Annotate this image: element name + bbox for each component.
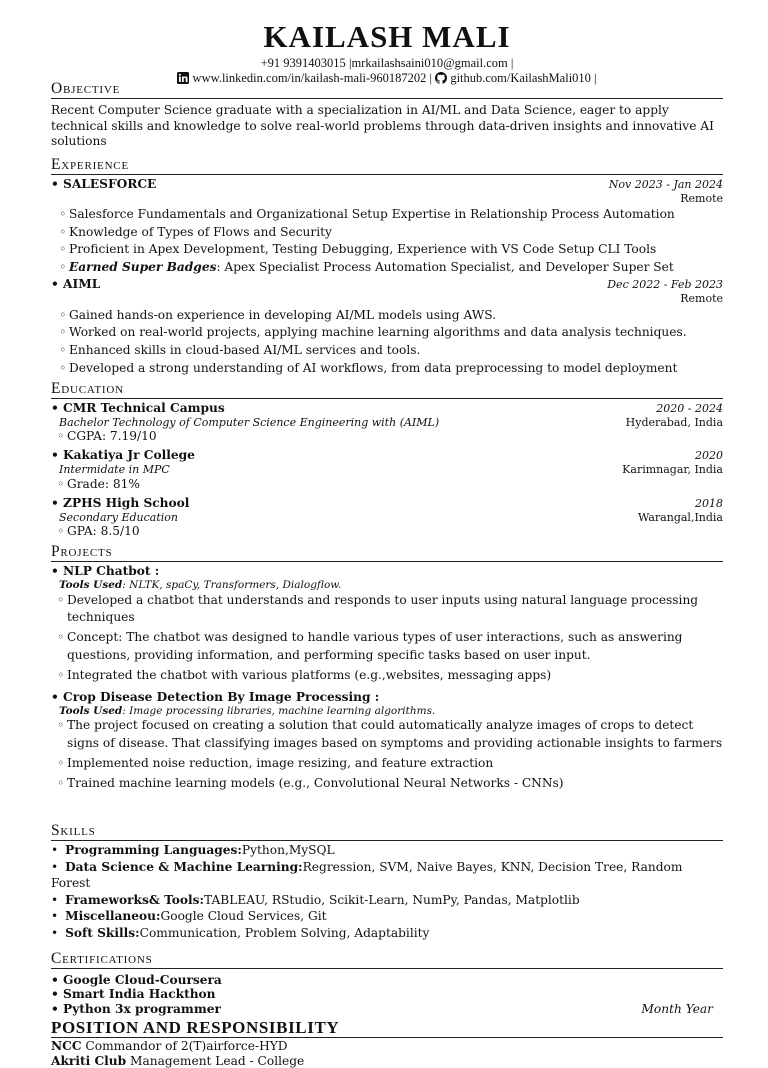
list-item: • Programming Languages:Python,MySQL — [51, 843, 335, 857]
certifications-list — [51, 973, 723, 1017]
section-title-projects: Projects — [51, 542, 723, 562]
experience-entry-salesforce — [51, 177, 723, 277]
experience-date: Nov 2023 - Jan 2024 — [608, 177, 723, 191]
github-link[interactable]: github.com/KailashMali010 — [450, 71, 591, 85]
section-title-education: Education — [51, 379, 723, 399]
experience-org: • SALESFORCE — [51, 176, 157, 191]
resume-name: KAILASH MALI — [263, 19, 511, 54]
list-item: • Data Science & Machine Learning:Regression, SVM, Naive Bayes, KNN, Decision Tree, Random Forest — [51, 859, 683, 891]
degree: Bachelor Technology of Computer Science Engineering with (AIML) — [59, 415, 440, 429]
project-name: • Crop Disease Detection By Image Processing : — [51, 689, 380, 704]
section-title-positions: POSITION AND RESPONSIBILITY — [51, 1018, 723, 1038]
email-link[interactable]: mrkailashsaini010@gmail.com — [351, 56, 508, 70]
contact-line-1: +91 9391403015 |mrkailashsaini010@gmail.com | — [260, 56, 514, 70]
section-title-certifications: Certifications — [51, 949, 723, 969]
linkedin-link[interactable]: www.linkedin.com/in/kailash-mali-960187202 — [192, 71, 427, 85]
positions-list — [51, 1039, 723, 1068]
section-title-experience: Experience — [51, 155, 723, 175]
list-item: ◦ Proficient in Apex Development, Testing Debugging, Experience with VS Code Setup CLI Tools — [61, 241, 723, 259]
experience-points — [51, 307, 723, 377]
list-item: ◦ Integrated the chatbot with various platforms (e.g.,websites, messaging apps) — [59, 667, 723, 685]
education-location: Karimnagar, India — [622, 463, 723, 477]
section-title-skills: Skills — [51, 821, 723, 841]
list-item: • Smart India Hackthon — [51, 987, 216, 1002]
school-name: CMR Technical Campus — [63, 401, 225, 416]
project-name: • NLP Chatbot : — [51, 563, 160, 578]
school-name: ZPHS High School — [63, 495, 190, 510]
month-year: Month Year — [641, 1001, 713, 1016]
list-item: • Miscellaneou:Google Cloud Services, Git — [51, 909, 327, 924]
list-item: ◦ Knowledge of Types of Flows and Security — [61, 224, 723, 242]
project-tools: Tools Used: Image processing libraries, machine learning algorithms. — [59, 704, 436, 717]
list-item: ◦ The project focused on creating a solution that could automatically analyze images of crops to detect signs of disease. That classifying images based on symptoms and providing actionable insights to farmers — [59, 717, 723, 752]
list-item: • Google Cloud-Coursera — [51, 972, 222, 987]
education-entry: • CMR Technical Campus 2020 - 2024 Bachelor Technology of Computer Science Engineering with (AIML) Hyderabad, India ◦ CGPA: 7.19/10 — [51, 401, 723, 443]
education-location: Warangal,India — [638, 510, 723, 524]
education-entry: • ZPHS High School 2018 Secondary Education Warangal,India ◦ GPA: 8.5/10 — [51, 496, 723, 538]
list-item: • Soft Skills:Communication, Problem Solving, Adaptability — [51, 925, 430, 940]
skills-list — [51, 842, 723, 942]
experience-entry-aiml — [51, 277, 723, 377]
education-date: 2018 — [695, 496, 723, 510]
list-item: ◦ Worked on real-world projects, applying machine learning algorithms and data analysis techniques. — [61, 324, 723, 342]
list-item: ◦ Developed a strong understanding of AI workflows, from data preprocessing to model deployment — [61, 360, 723, 378]
list-item: NCC Commandor of 2(T)airforce-HYD — [51, 1039, 288, 1054]
list-item: • Frameworks& Tools:TABLEAU, RStudio, Scikit-Learn, NumPy, Pandas, Matplotlib — [51, 892, 580, 907]
list-item: ◦ Trained machine learning models (e.g., Convolutional Neural Networks - CNNs) — [59, 775, 723, 793]
project-tools: Tools Used: NLTK, spaCy, Transformers, Dialogflow. — [59, 578, 342, 591]
project-entry — [51, 690, 723, 793]
list-item: ◦ Earned Super Badges: Apex Specialist Process Automation Specialist, and Developer Super Set — [61, 259, 723, 277]
education-date: 2020 — [695, 449, 723, 463]
project-entry — [51, 564, 723, 685]
linkedin-icon — [177, 72, 189, 84]
education-entry: • Kakatiya Jr College 2020 Intermidate in MPC Karimnagar, India ◦ Grade: 81% — [51, 448, 723, 490]
degree: Intermidate in MPC — [59, 463, 170, 477]
education-score: ◦ CGPA: 7.19/10 — [59, 429, 723, 443]
list-item: • Python 3x programmer Month Year — [51, 1001, 713, 1016]
list-item: ◦ Salesforce Fundamentals and Organizational Setup Expertise in Relationship Process Automation — [61, 206, 723, 224]
experience-points — [51, 206, 723, 276]
list-item: ◦ Developed a chatbot that understands and responds to user inputs using natural language processing techniques — [59, 592, 723, 627]
list-item: ◦ Gained hands-on experience in developing AI/ML models using AWS. — [61, 307, 723, 325]
list-item: ◦ Concept: The chatbot was designed to handle various types of user interactions, such as answering questions, providing information, and performing specific tasks based on user input. — [59, 629, 723, 664]
github-icon — [435, 72, 447, 84]
section-title-objective: Objective — [51, 79, 723, 99]
resume-page — [51, 18, 723, 1068]
experience-location: Remote — [680, 292, 723, 306]
experience-org: • AIML — [51, 277, 101, 292]
education-score: ◦ Grade: 81% — [59, 477, 723, 491]
education-location: Hyderabad, India — [625, 415, 723, 429]
contact-line-2: www.linkedin.com/in/kailash-mali-960187202 | github.com/KailashMali010 | — [51, 71, 723, 86]
degree: Secondary Education — [59, 510, 179, 524]
phone: +91 9391403015 — [260, 56, 346, 70]
list-item: Akriti Club Management Lead - College — [51, 1053, 305, 1068]
objective-text: Recent Computer Science graduate with a specialization in AI/ML and Data Science, eager to apply technical skills and knowledge to solve real-world problems through data-driven insights and innovative AI solutions — [51, 103, 714, 149]
school-name: Kakatiya Jr College — [63, 448, 195, 463]
experience-date: Dec 2022 - Feb 2023 — [607, 278, 723, 292]
education-date: 2020 - 2024 — [656, 402, 723, 416]
list-item: ◦ Enhanced skills in cloud-based AI/ML services and tools. — [61, 342, 723, 360]
experience-location: Remote — [680, 191, 723, 205]
education-score: ◦ GPA: 8.5/10 — [59, 524, 723, 538]
list-item: ◦ Implemented noise reduction, image resizing, and feature extraction — [59, 755, 723, 773]
